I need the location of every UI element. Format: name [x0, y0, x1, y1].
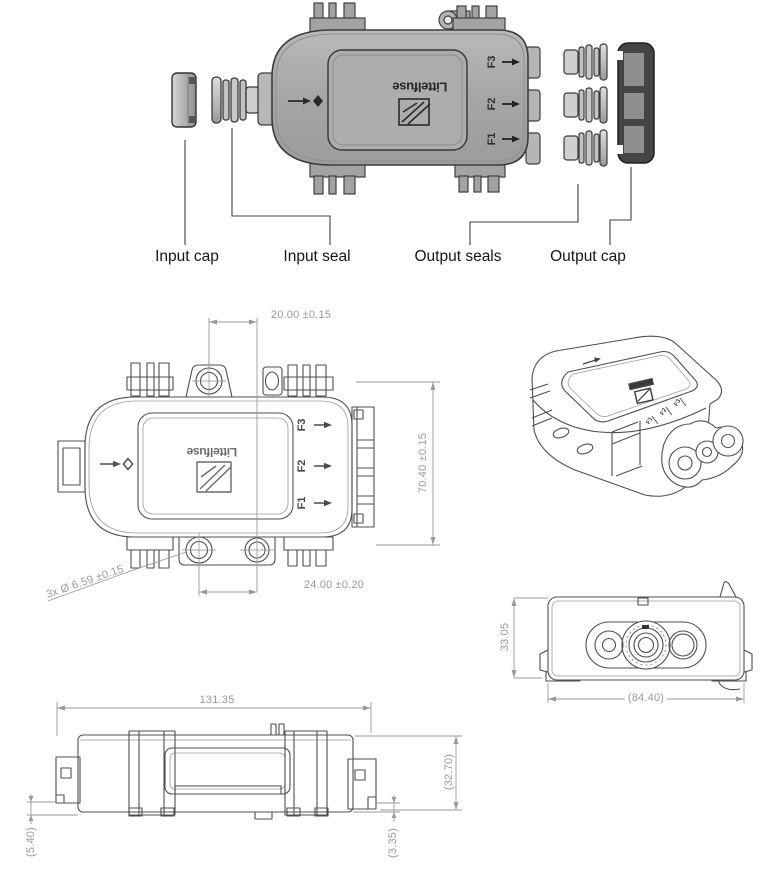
brand-text-top-view: Littelfuse [186, 445, 238, 459]
dim-side-height: (32.70) [443, 753, 455, 791]
dim-end-height: 33.05 [499, 622, 511, 652]
part-label-input-cap: Input cap [155, 248, 219, 265]
brand-text: Littelfuse [392, 79, 448, 95]
dim-top-width: 20.00 ±0.15 [270, 309, 332, 321]
dim-side-foot-right: (3.35) [387, 828, 399, 858]
fuse-label-f1-iso: F1 [645, 416, 655, 426]
fuse-label-f2-iso: F2 [659, 407, 669, 417]
fuse-label-f2-top-view: F2 [296, 459, 308, 473]
fuse-label-f1: F1 [486, 132, 498, 146]
dim-side-foot-left: (5.40) [25, 827, 37, 857]
dim-right-height: 70.40 ±0.15 [417, 432, 429, 494]
fuse-label-f3-top-view: F3 [296, 418, 308, 432]
dim-bottom-width: 24.00 ±0.20 [303, 579, 365, 591]
dim-holes-note: 3x Ø 6.59 ±0.15 [44, 563, 126, 601]
part-label-input-seal: Input seal [283, 248, 351, 265]
part-label-output-seals: Output seals [414, 248, 502, 265]
part-label-output-cap: Output cap [550, 248, 626, 265]
fuse-label-f3-iso: F3 [673, 398, 683, 408]
fuse-label-f2: F2 [486, 97, 498, 111]
dim-end-width: (84.40) [625, 692, 667, 704]
fuse-label-f1-top-view: F1 [296, 496, 308, 510]
fuse-label-f3: F3 [486, 55, 498, 69]
dim-side-length: 131.35 [199, 694, 235, 706]
side-view-dimensions [27, 702, 462, 824]
